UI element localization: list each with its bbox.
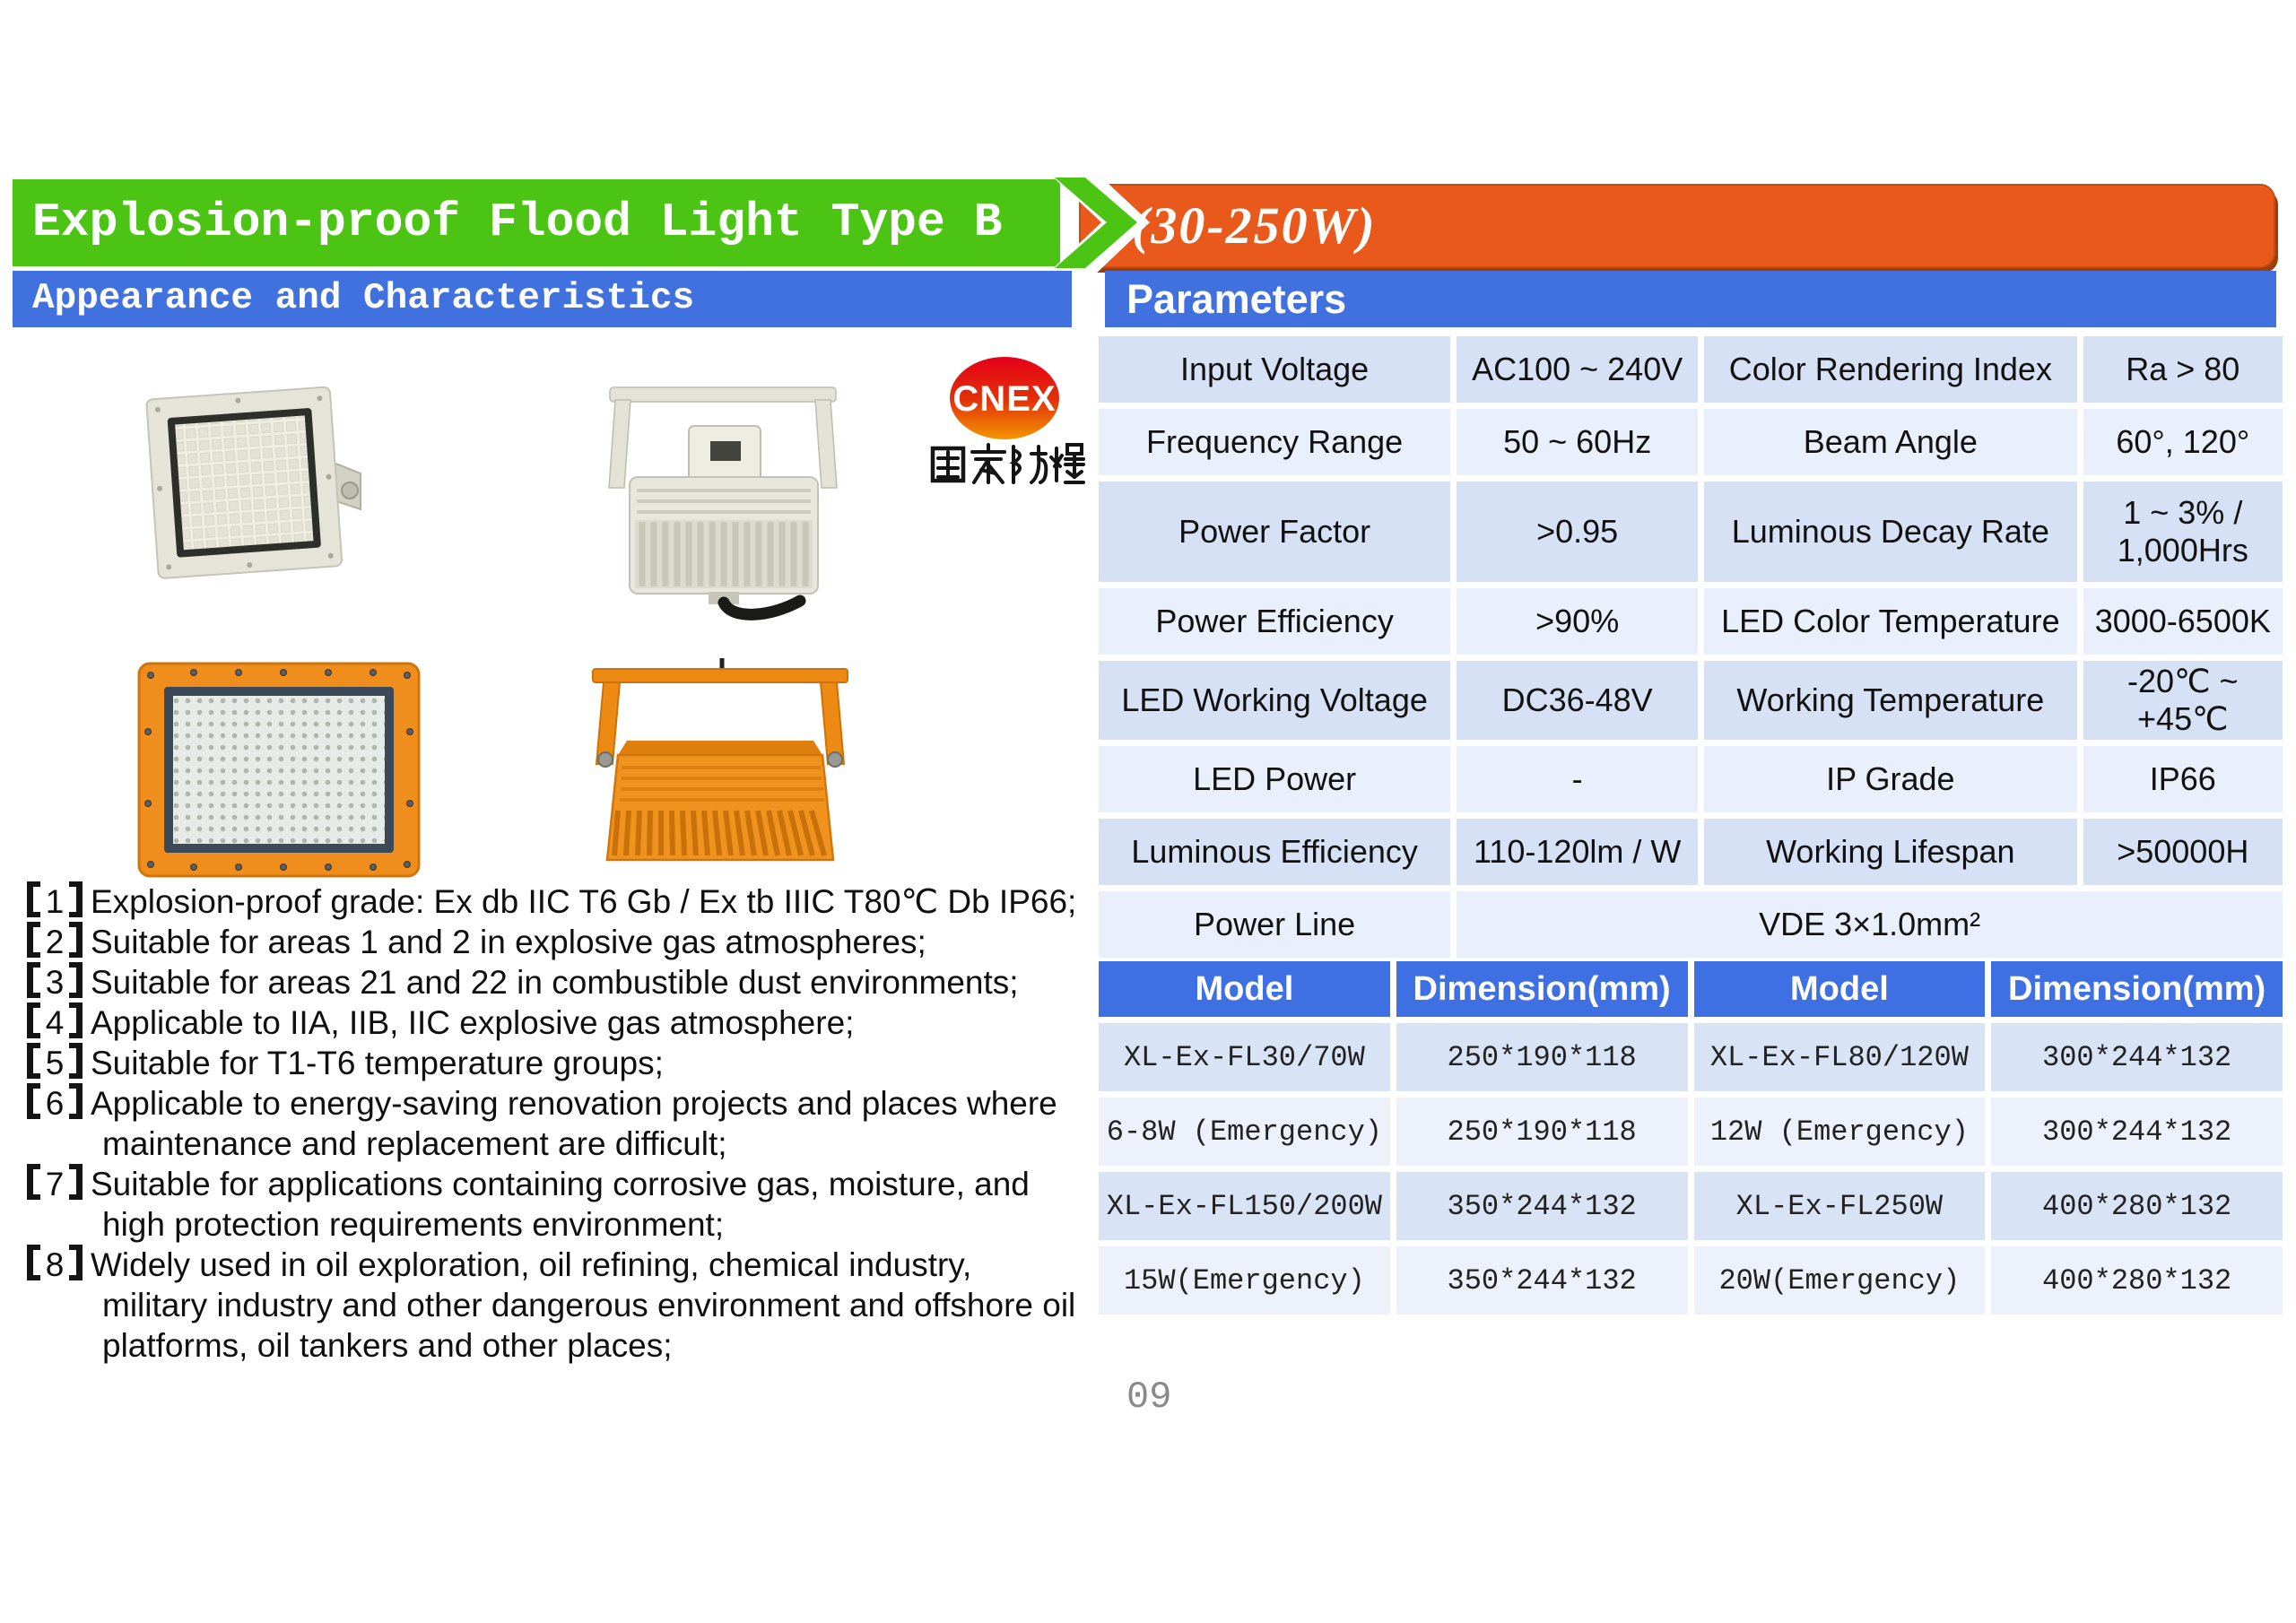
param-value: IP66 — [2083, 746, 2283, 812]
model-name: 15W(Emergency) — [1099, 1246, 1390, 1315]
model-name: 20W(Emergency) — [1694, 1246, 1986, 1315]
floodlight-photo-orange-front — [135, 660, 422, 880]
feature-item-4: 4 Applicable to IIA, IIB, IIC explosive gas atmosphere; — [27, 1002, 1078, 1043]
param-value: DC36-48V — [1457, 661, 1698, 740]
param-label: Power Factor — [1099, 482, 1450, 582]
param-value: >90% — [1457, 588, 1698, 655]
column-header-dimension: Dimension(mm) — [1396, 961, 1688, 1017]
param-label: Color Rendering Index — [1704, 336, 2076, 403]
table-row — [1099, 891, 2283, 958]
feature-item-5: 5 Suitable for T1-T6 temperature groups; — [27, 1043, 1078, 1083]
wattage-range: (30-250W) — [1132, 196, 1377, 255]
param-label: Frequency Range — [1099, 409, 1450, 475]
table-row — [1099, 482, 2283, 582]
model-name: XL-Ex-FL80/120W — [1694, 1023, 1986, 1091]
param-label: Luminous Decay Rate — [1704, 482, 2076, 582]
table-row — [1099, 1098, 2283, 1166]
bracket-arm-left — [596, 682, 620, 764]
model-dimension: 400*280*132 — [1991, 1246, 2283, 1315]
bracket-left-icon — [27, 1043, 40, 1079]
feature-text: Applicable to energy-saving renovation projects and places where maintenance and replacement are difficult; — [91, 1085, 1057, 1162]
param-value: - — [1457, 746, 1698, 812]
column-header-model: Model — [1099, 961, 1390, 1017]
bracket-right-icon — [69, 1083, 83, 1119]
feature-text: Suitable for areas 21 and 22 in combustible dust environments; — [91, 964, 1019, 1001]
param-label: Input Voltage — [1099, 336, 1450, 403]
param-value-span: VDE 3×1.0mm² — [1457, 891, 2283, 958]
floodlight-photo-white-front — [126, 373, 372, 597]
feature-text: Suitable for T1-T6 temperature groups; — [91, 1045, 664, 1081]
cnex-logo — [926, 355, 1087, 490]
bracket-right-icon — [69, 1002, 83, 1038]
feature-text: Applicable to IIA, IIB, IIC explosive gas atmosphere; — [91, 1004, 855, 1041]
body-top-face — [618, 741, 822, 755]
bracket-right-icon — [69, 922, 83, 958]
model-dimension: 250*190*118 — [1396, 1023, 1688, 1091]
table-row — [1099, 588, 2283, 655]
feature-text: Widely used in oil exploration, oil refining, chemical industry, military industry and other dangerous environment and offshore oil platforms, oil tankers and other places; — [91, 1246, 1076, 1364]
param-label: Beam Angle — [1704, 409, 2076, 475]
param-label: Power Line — [1099, 891, 1450, 958]
model-dimension: 250*190*118 — [1396, 1098, 1688, 1166]
bracket-left-icon — [27, 1245, 40, 1280]
table-row — [1099, 1172, 2283, 1240]
bracket-right-icon — [69, 1245, 83, 1280]
feature-text: Suitable for applications containing corrosive gas, moisture, and high protection requirements environment; — [91, 1166, 1030, 1243]
table-row — [1099, 819, 2283, 885]
param-label: Power Efficiency — [1099, 588, 1450, 655]
junction-slot — [710, 441, 741, 461]
param-value: 1 ~ 3% / 1,000Hrs — [2083, 482, 2283, 582]
bracket-right-icon — [69, 1164, 83, 1200]
param-label: Working Lifespan — [1704, 819, 2076, 885]
table-row — [1099, 661, 2283, 740]
param-value: >50000H — [2083, 819, 2283, 885]
led-panel — [175, 415, 313, 550]
models-table — [1092, 955, 2289, 1321]
bracket-left-icon — [27, 1083, 40, 1119]
features-list — [27, 881, 1078, 1366]
param-value: >0.95 — [1457, 482, 1698, 582]
feature-item-1: 1 Explosion-proof grade: Ex db IIC T6 Gb / Ex tb IIIC T80℃ Db IP66; — [27, 881, 1078, 922]
table-row — [1099, 336, 2283, 403]
model-dimension: 300*244*132 — [1991, 1098, 2283, 1166]
table-row — [1099, 409, 2283, 475]
model-name: 12W (Emergency) — [1694, 1098, 1986, 1166]
section-title-appearance: Appearance and Characteristics — [13, 271, 1072, 327]
cnex-logo-text: CNEX — [952, 379, 1057, 419]
table-header-row — [1099, 961, 2283, 1017]
page-title: Explosion-proof Flood Light Type B — [32, 195, 1003, 249]
param-label: LED Power — [1099, 746, 1450, 812]
cnex-caption-text — [933, 445, 1083, 482]
column-header-model: Model — [1694, 961, 1986, 1017]
model-dimension: 350*244*132 — [1396, 1246, 1688, 1315]
bracket-left-icon — [27, 922, 40, 958]
param-value: 3000-6500K — [2083, 588, 2283, 655]
model-name: XL-Ex-FL30/70W — [1099, 1023, 1390, 1091]
pivot-bolt-left — [598, 752, 613, 767]
led-panel — [173, 696, 385, 844]
table-row — [1099, 746, 2283, 812]
param-value: Ra > 80 — [2083, 336, 2283, 403]
feature-item-7: 7 Suitable for applications containing corrosive gas, moisture, and high protection requirements environment; — [27, 1164, 1078, 1245]
bracket-arm-right — [815, 400, 837, 488]
param-label: Luminous Efficiency — [1099, 819, 1450, 885]
column-header-dimension: Dimension(mm) — [1991, 961, 2283, 1017]
feature-item-3: 3 Suitable for areas 21 and 22 in combustible dust environments; — [27, 962, 1078, 1002]
model-dimension: 300*244*132 — [1991, 1023, 2283, 1091]
page-number: 09 — [1126, 1376, 1172, 1419]
param-label: IP Grade — [1704, 746, 2076, 812]
bracket-left-icon — [27, 962, 40, 998]
table-row — [1099, 1023, 2283, 1091]
floodlight-photo-white-rear — [574, 377, 874, 623]
param-label: LED Working Voltage — [1099, 661, 1450, 740]
parameters-table — [1092, 330, 2289, 964]
pivot-bolt-right — [828, 752, 842, 767]
bracket-arm-right — [821, 682, 844, 764]
feature-text: Suitable for areas 1 and 2 in explosive gas atmospheres; — [91, 924, 926, 960]
param-value: -20℃ ~ +45℃ — [2083, 661, 2283, 740]
section-title-parameters: Parameters — [1105, 271, 2276, 327]
model-name: XL-Ex-FL250W — [1694, 1172, 1986, 1240]
bracket-bar — [593, 669, 848, 682]
bracket-right-icon — [69, 881, 83, 917]
model-name: XL-Ex-FL150/200W — [1099, 1172, 1390, 1240]
bracket-left-icon — [27, 1002, 40, 1038]
param-value: 50 ~ 60Hz — [1457, 409, 1698, 475]
bracket-arm-left — [609, 400, 631, 488]
model-name: 6-8W (Emergency) — [1099, 1098, 1390, 1166]
feature-text: Explosion-proof grade: Ex db IIC T6 Gb / Ex tb IIIC T80℃ Db IP66; — [91, 883, 1077, 920]
param-value: 60°, 120° — [2083, 409, 2283, 475]
floodlight-photo-orange-rear — [568, 658, 873, 882]
bracket-right-icon — [69, 1043, 83, 1079]
param-value: AC100 ~ 240V — [1457, 336, 1698, 403]
feature-item-6: 6 Applicable to energy-saving renovation projects and places where maintenance and replacement are difficult; — [27, 1083, 1078, 1164]
model-dimension: 400*280*132 — [1991, 1172, 2283, 1240]
model-dimension: 350*244*132 — [1396, 1172, 1688, 1240]
bracket-bar — [610, 387, 836, 402]
table-row — [1099, 1246, 2283, 1315]
param-value: 110-120lm / W — [1457, 819, 1698, 885]
param-label: Working Temperature — [1704, 661, 2076, 740]
feature-item-8: 8 Widely used in oil exploration, oil refining, chemical industry, military industry and other dangerous environment and offshore oil platforms, oil tankers and other places; — [27, 1245, 1078, 1366]
param-label: LED Color Temperature — [1704, 588, 2076, 655]
bracket-left-icon — [27, 881, 40, 917]
feature-item-2: 2 Suitable for areas 1 and 2 in explosive gas atmospheres; — [27, 922, 1078, 962]
bracket-right-icon — [69, 962, 83, 998]
bracket-left-icon — [27, 1164, 40, 1200]
bracket-knob — [342, 482, 358, 499]
